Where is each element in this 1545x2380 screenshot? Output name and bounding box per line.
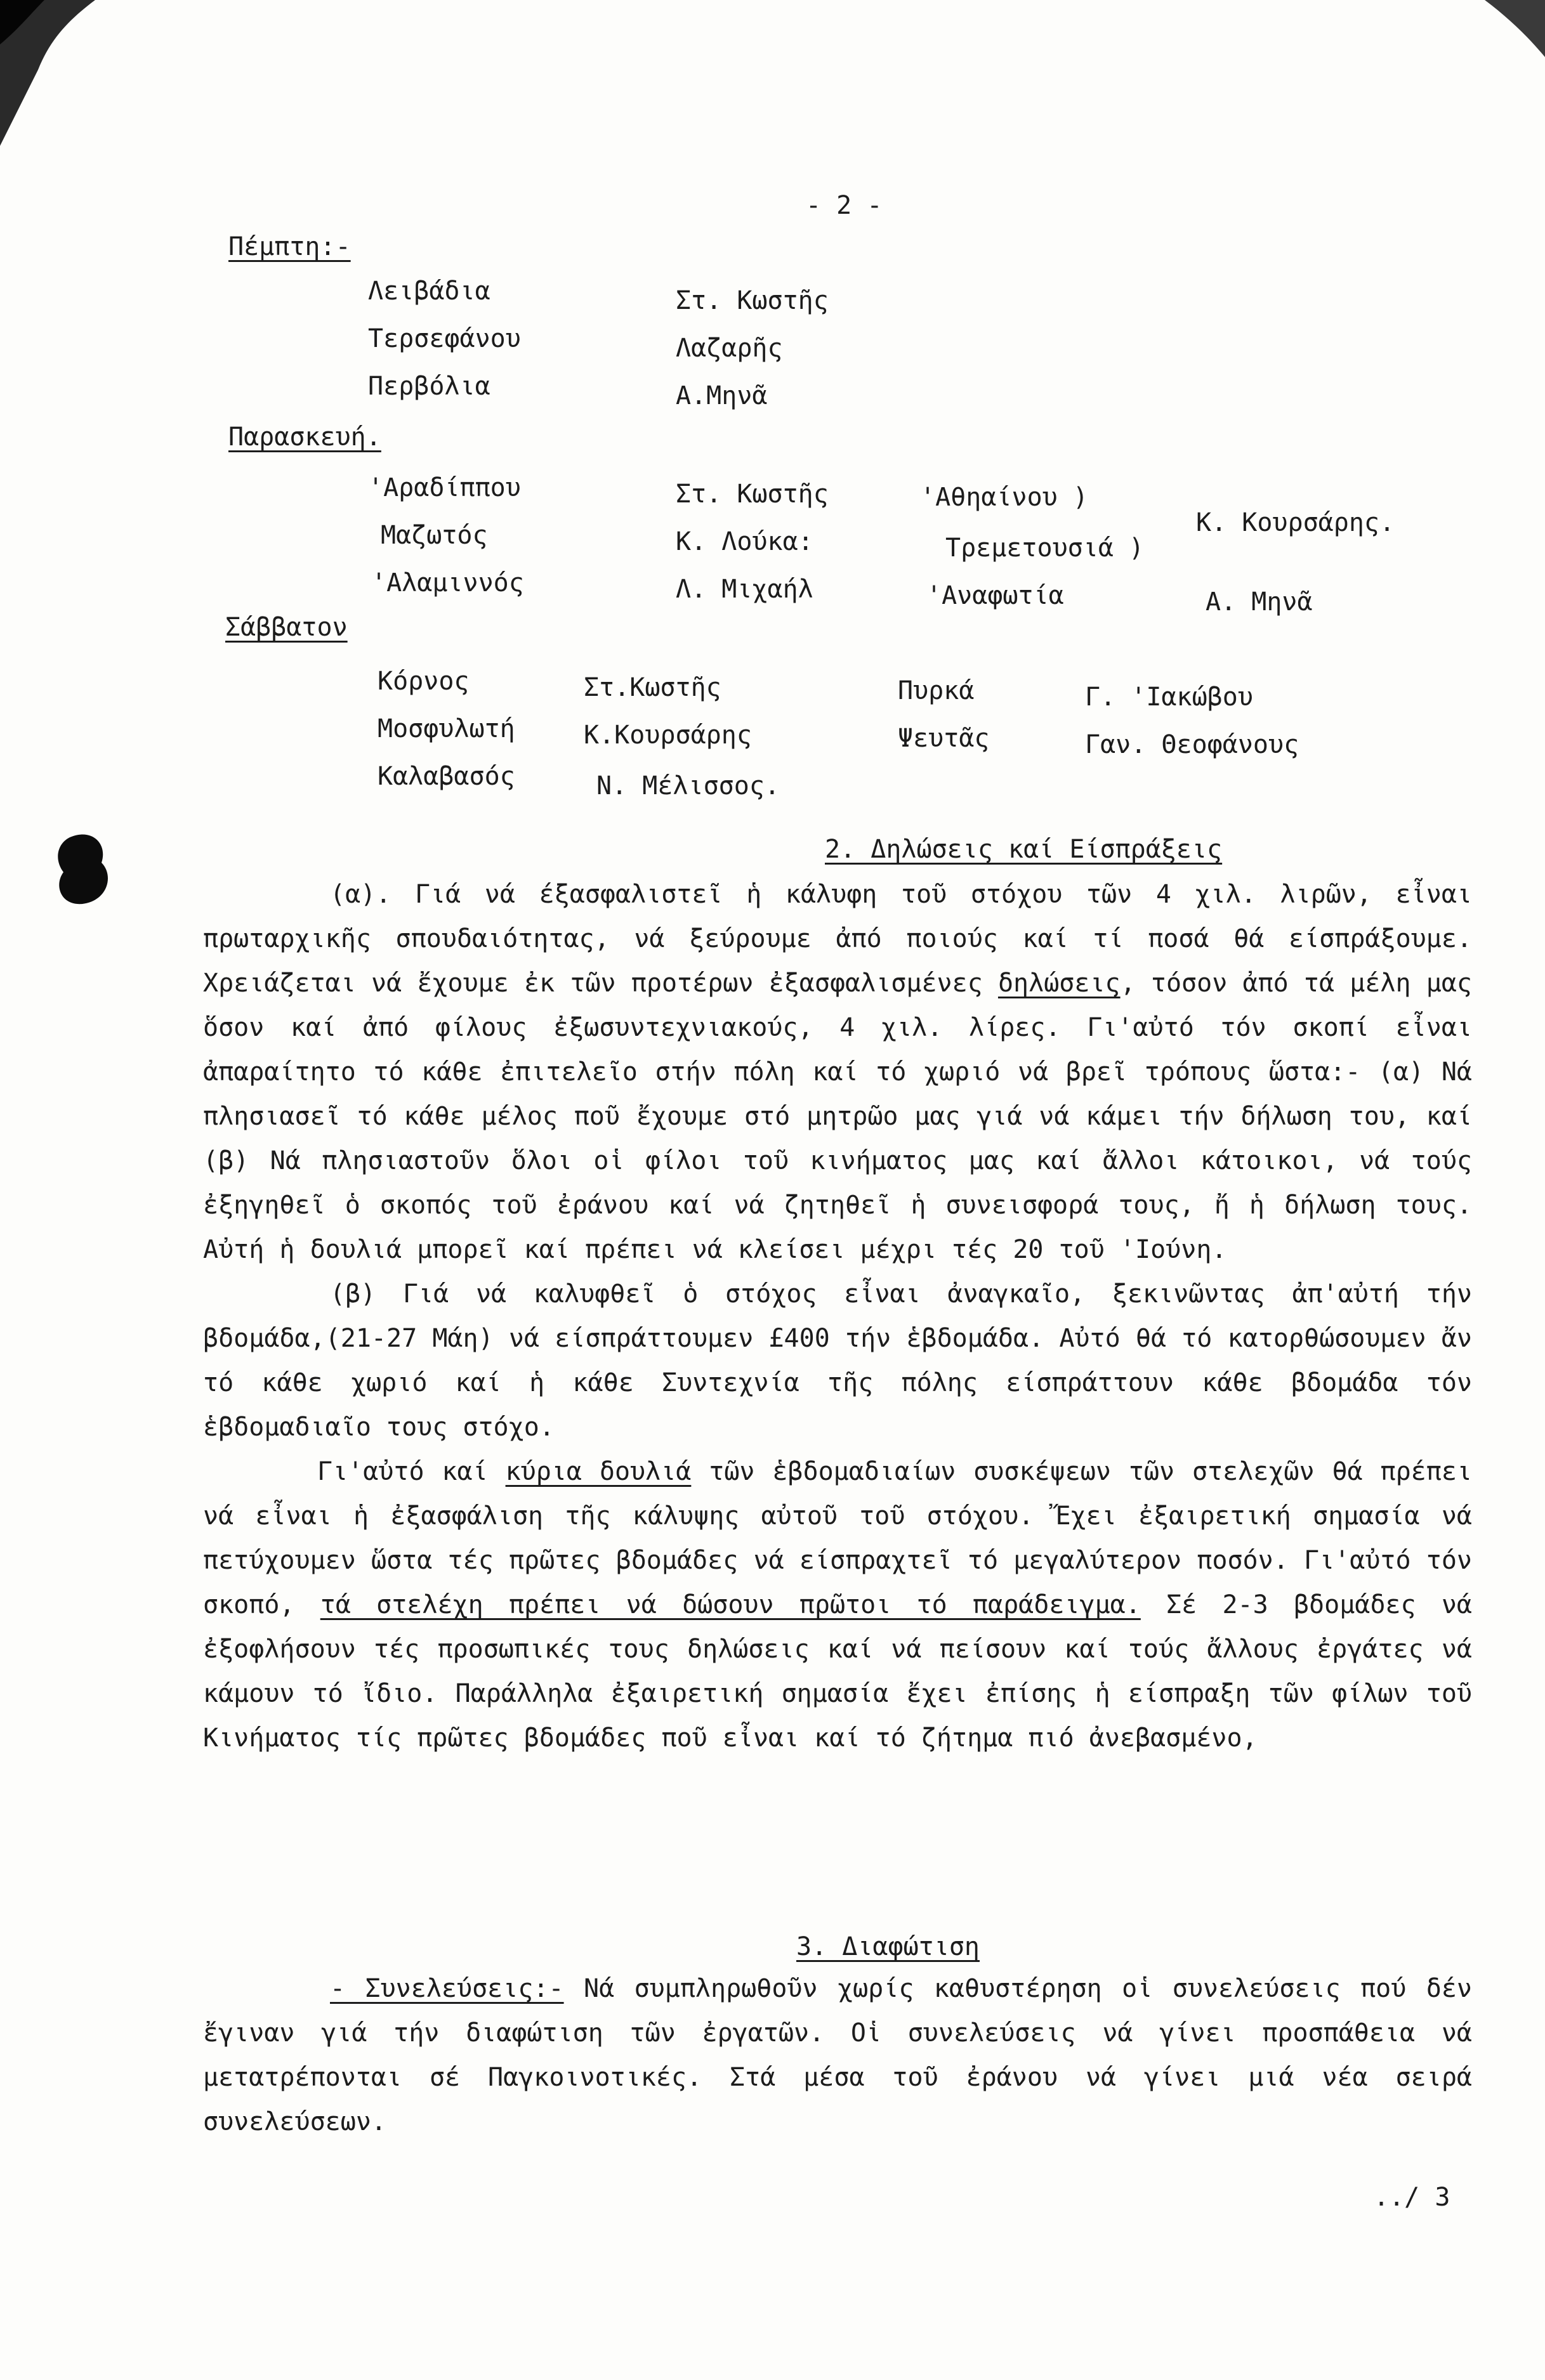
person: Κ. Κουρσάρης. <box>1196 508 1395 537</box>
day-label-friday: Παρασκευή. <box>228 422 381 452</box>
underlined-text: τά στελέχη πρέπει νά δώσουν πρῶτοι τό παράδειγμα. <box>320 1590 1141 1619</box>
person: Α. Μηνᾶ <box>1206 587 1313 617</box>
paragraph-b: (β) Γιά νά καλυφθεῖ ὁ στόχος εἶναι ἀναγκαῖο, ξεκινῶντας ἀπ'αὐτή τήν βδομάδα,(21-27 Μάη) νά είσπράττουμεν £400 τήν ἑβδομάδα. Αὐτό θά τό κατορθώσουμεν ἄν τό κάθε χωριό καί ἡ κάθε Συντεχνία τῆς πόλης είσπράττουν κάθε βδομάδα τόν ἑβδομαδιαῖο τους στόχο. <box>203 1279 1472 1442</box>
village: Τρεμετουσιά ) <box>945 533 1145 563</box>
text: Σέ 2-3 βδομάδες νά ἐξοφλήσουν τές προσωπικές τους δηλώσεις καί νά πείσουν καί τούς ἄλλους ἐργάτες νά κάμουν τό ἴδιο. Παράλληλα ἐξαιρετική σημασία ἔχει ἐπίσης ἡ είσπραξη τῶν φίλων τοῦ Κινήματος τίς πρῶτες βδομάδες ποῦ εἶναι καί τό ζήτημα πιό ἀνεβασμένο, <box>203 1590 1472 1753</box>
continuation-mark: ../ 3 <box>1374 2183 1450 2212</box>
village: 'Αραδίππου <box>368 473 521 502</box>
person: Ν. Μέλισσος. <box>596 771 780 801</box>
day-label-saturday: Σάββατον <box>225 613 348 642</box>
section-heading: 3. Διαφώτιση <box>796 1932 980 1961</box>
day-label-thursday: Πέμπτη:- <box>228 232 351 261</box>
scan-shadow-top-right <box>1459 0 1545 76</box>
village: Λειβάδια <box>368 277 490 306</box>
section2-body <box>203 872 1472 1760</box>
person: Στ. Κωστῆς <box>676 286 829 315</box>
punch-hole-mark <box>44 825 121 913</box>
village: Καλαβασός <box>378 762 515 791</box>
village: 'Αθηαίνου ) <box>920 483 1088 512</box>
village: Μοσφυλωτή <box>378 714 515 743</box>
person: Γ. 'Ιακώβου <box>1085 683 1253 712</box>
section-heading: 2. Δηλώσεις καί Είσπράξεις <box>825 835 1223 864</box>
paragraph-c <box>203 1449 1472 1760</box>
underlined-text: δηλώσεις <box>997 969 1121 998</box>
village: 'Αλαμιννός <box>371 568 524 598</box>
scan-shadow-top-left <box>0 0 165 152</box>
person: Λαζαρῆς <box>676 334 783 363</box>
village: Ψευτᾶς <box>898 724 990 753</box>
page-number: - 2 - <box>806 191 883 220</box>
text: Νά συμπληρωθοῦν χωρίς καθυστέρηση οἱ συνελεύσεις πού δέν ἔγιναν γιά τήν διαφώτιση τῶν ἐργατῶν. Οἱ συνελεύσεις νά γίνει προσπάθεια νά μετατρέπονται σέ Παγκοινοτικές. Στά μέσα τοῦ ἐράνου νά γίνει μιά νέα σειρά συνελεύσεων. <box>203 1974 1472 2136</box>
person: Λ. Μιχαήλ <box>676 575 813 604</box>
text: Γι'αὐτό καί <box>317 1457 506 1486</box>
village: Περβόλια <box>368 372 490 401</box>
village: Τερσεφάνου <box>368 324 521 353</box>
village: Μαζωτός <box>381 521 488 550</box>
underlined-text: - Συνελεύσεις:- <box>330 1974 564 2003</box>
text: τῶν ἑβδομαδιαίων συσκέψεων τῶν στελεχῶν θά πρέπει νά εἶναι ἡ ἐξασφάλιση τῆς κάλυψης αὐτοῦ τοῦ στόχου. Ἔχει ἐξαιρετική σημασία νά πετύχουμεν ὥστα τές πρῶτες βδομάδες νά είσπραχτεῖ τό μεγαλύτερον ποσόν. Γι'αὐτό τόν σκοπό, <box>203 1457 1473 1619</box>
person: Στ.Κωστῆς <box>584 673 721 702</box>
paragraph-a <box>203 872 1472 1272</box>
underlined-text: κύρια δουλιά <box>505 1457 692 1486</box>
person: Γαν. Θεοφάνους <box>1085 730 1299 759</box>
text: (α). Γιά νά έξασφαλιστεῖ ἡ κάλυφη τοῦ στόχου τῶν 4 χιλ. λιρῶν, εἶναι πρωταρχικῆς σπουδαιότητας, νά ξεύρουμε ἀπό ποιούς καί τί ποσά θά είσπράξουμε. Χρειάζεται νά ἔχουμε ἐκ τῶν προτέρων ἐξασφαλισμένες <box>203 880 1472 998</box>
village: Κόρνος <box>378 667 470 696</box>
person: Α.Μηνᾶ <box>676 381 768 410</box>
section3-body <box>203 1966 1472 2144</box>
person: Στ. Κωστῆς <box>676 480 829 509</box>
village: Πυρκά <box>898 676 975 705</box>
person: Κ. Λούκα: <box>676 527 813 556</box>
village: 'Αναφωτία <box>926 581 1064 610</box>
text: , τόσον ἀπό τά μέλη μας ὅσον καί ἀπό φίλους ἐξωσυντεχνιακούς, 4 χιλ. λίρες. Γι'αὐτό τόν σκοπί εἶναι ἀπαραίτητο τό κάθε ἐπιτελεῖο στήν πόλη καί τό χωριό νά βρεῖ τρόπους ὥστα:- (α) Νά πλησιασεῖ τό κάθε μέλος ποῦ ἔχουμε στό μητρῶο μας γιά νά κάμει τήν δήλωση του, καί (β) Νά πλησιαστοῦν ὅλοι οἱ φίλοι τοῦ κινήματος μας καί ἄλλοι κάτοικοι, νά τούς ἐξηγηθεῖ ὁ σκοπός τοῦ ἐράνου καί νά ζητηθεῖ ἡ συνεισφορά τους, ἤ ἡ δήλωση τους. Αὐτή ἡ δουλιά μπορεῖ καί πρέπει νά κλείσει μέχρι τές 20 τοῦ 'Ιούνη. <box>203 969 1473 1264</box>
paragraph <box>203 1966 1472 2144</box>
person: Κ.Κουρσάρης <box>584 721 752 750</box>
